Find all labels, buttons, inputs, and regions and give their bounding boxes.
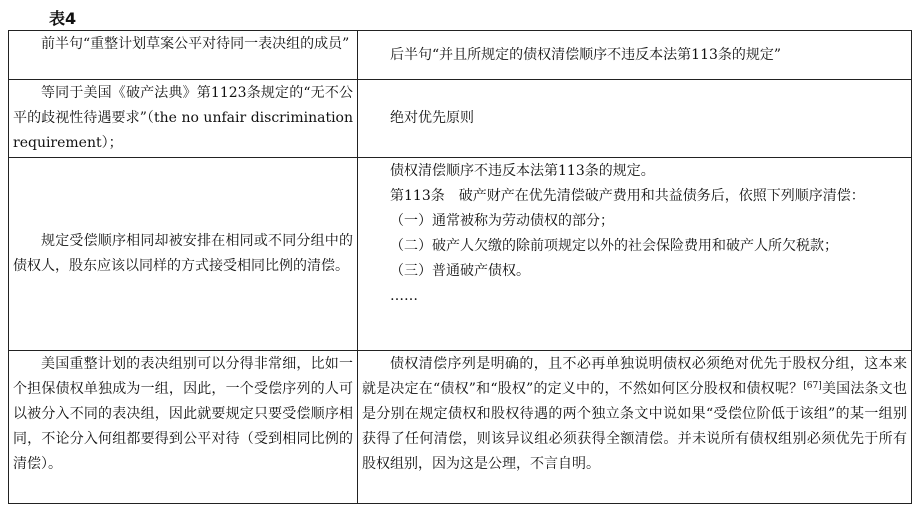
cell-text: 债权清偿顺序不违反本法第113条的规定。	[390, 163, 655, 179]
table-cell	[358, 31, 912, 80]
cell-text: 规定受偿顺序相同却被安排在相同或不同分组中的债权人，股东应该以同样的方式接受相同比例的清偿。	[13, 233, 353, 274]
table-caption: 表4	[49, 9, 77, 28]
table-row	[9, 80, 912, 158]
table-cell	[358, 158, 912, 351]
comparison-table	[8, 30, 912, 504]
cell-text: （三）普通破产债权。	[390, 263, 530, 279]
table-cell	[9, 158, 358, 351]
footnote-ref[interactable]: [67]	[803, 381, 822, 391]
cell-text-part: 债权清偿序列是明确的，且不必再单独说明债权必须绝对优先于股权分组，这本来就是决定在“债权”和“股权”的定义中的，不然如何区分股权和债权呢？	[362, 356, 907, 397]
cell-text: 美国重整计划的表决组别可以分得非常细，比如一个担保债权单独成为一组，因此，一个受偿序列的人可以被分入不同的表决组，因此就要规定只要受偿顺序相同，不论分入何组都要得到公平对待（受到相同比例的清偿）。	[13, 356, 353, 472]
cell-text: ……	[390, 288, 418, 304]
cell-text: （二）破产人欠缴的除前项规定以外的社会保险费用和破产人所欠税款；	[390, 238, 838, 254]
table-cell	[9, 80, 358, 158]
table-cell	[358, 351, 912, 504]
cell-text: 前半句“重整计划草案公平对待同一表决组的成员”	[41, 36, 350, 52]
cell-text-part: 美国法条文也是分别在规定债权和股权待遇的两个独立条文中说如果“受偿位阶低于该组”的某一组别获得了任何清偿，则该异议组必须获得全额清偿。并未说所有债权组别必须优先于所有股权组别，因为这是公理，不言自明。	[362, 381, 907, 472]
cell-text	[362, 352, 907, 477]
cell-text: 等同于美国《破产法典》第1123条规定的“无不公平的歧视性待遇要求”（the no unfair discrimination requirement）；	[13, 85, 353, 151]
table-row	[9, 158, 912, 351]
table-cell	[358, 80, 912, 158]
cell-text: 第113条 破产财产在优先清偿破产费用和共益债务后，依照下列顺序清偿：	[390, 188, 865, 204]
table-row	[9, 31, 912, 80]
cell-text: （一）通常被称为劳动债权的部分；	[390, 213, 614, 229]
cell-text: 绝对优先原则	[390, 110, 474, 126]
table-cell	[9, 31, 358, 80]
cell-text: 后半句“并且所规定的债权清偿顺序不违反本法第113条的规定”	[390, 46, 782, 63]
table-row	[9, 351, 912, 504]
table-cell	[9, 351, 358, 504]
